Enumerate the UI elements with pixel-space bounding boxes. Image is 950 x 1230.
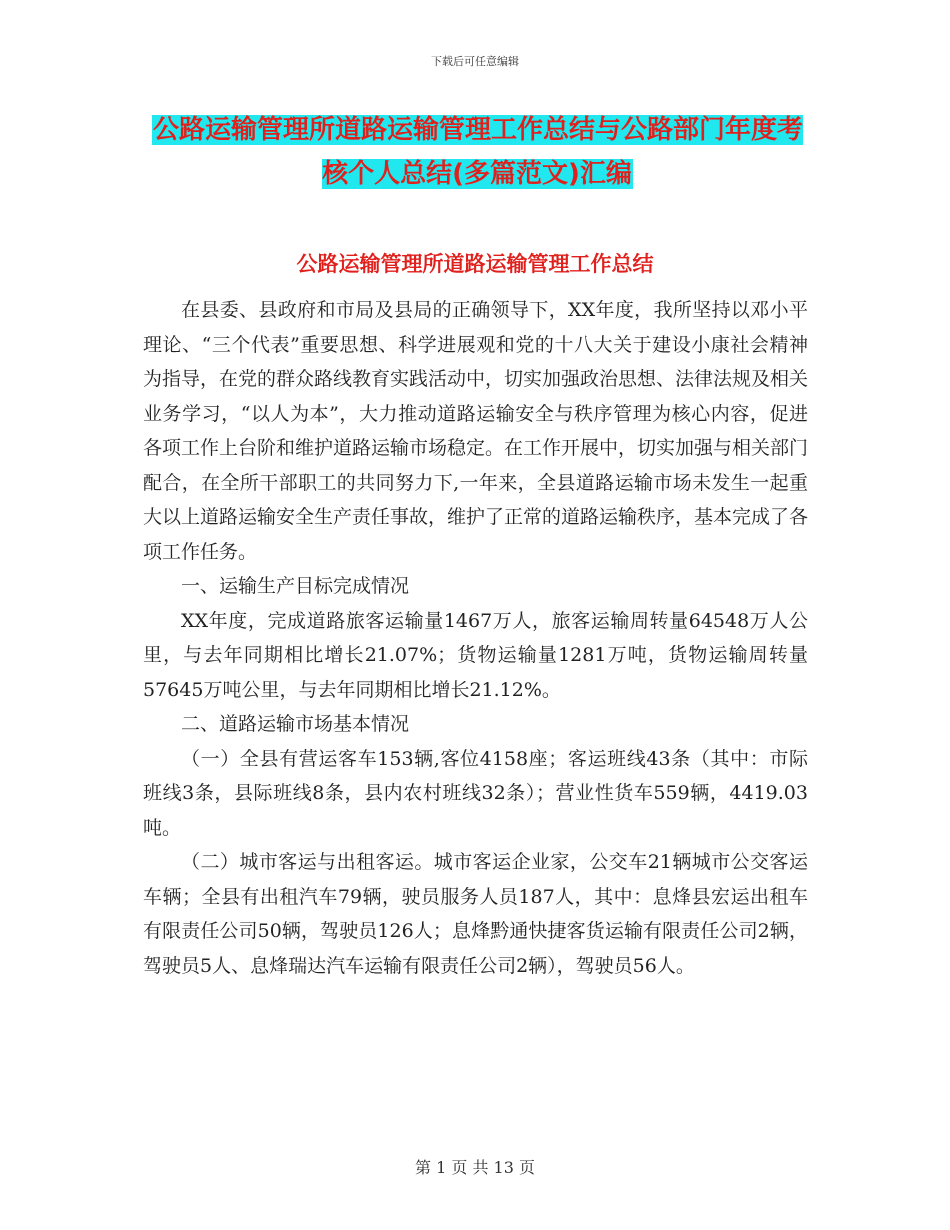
paragraph: 在县委、县政府和市局及县局的正确领导下，XX年度，我所坚持以邓小平理论、“三个代表”重要思想、科学进展观和党的十八大关于建设小康社会精神为指导，在党的群众路线教育实践活动中，切实加强政治思想、法律法规及相关业务学习，“以人为本”，大力推动道路运输安全与秩序管理为核心内容，促进各项工作上台阶和维护道路运输市场稳定。在工作开展中，切实加强与相关部门配合，在全所干部职工的共同努力下,一年来，全县道路运输市场未发生一起重大以上道路运输安全生产责任事故，维护了正常的道路运输秩序，基本完成了各项工作任务。 xyxy=(143,299,809,563)
paragraph: （一）全县有营运客车153辆,客位4158座；客运班线43条（其中：市际班线3条，县际班线8条，县内农村班线32条）；营业性货车559辆，4419.03吨。 xyxy=(143,747,808,839)
document-body xyxy=(143,293,808,983)
section-heading: 二、道路运输市场基本情况 xyxy=(181,713,410,735)
paragraph: （二）城市客运与出租客运。城市客运企业家，公交车21辆城市公交客运车辆；全县有出租汽车79辆，驶员服务人员187人，其中：息烽县宏运出租车有限责任公司50辆，驾驶员126人；息烽黔通快捷客货运输有限责任公司2辆，驾驶员5人、息烽瑞达汽车运输有限责任公司2辆），驾驶员56人。 xyxy=(143,851,808,977)
document-title-text: 公路运输管理所道路运输管理工作总结与公路部门年度考核个人总结(多篇范文)汇编 xyxy=(152,115,803,189)
paragraph: XX年度，完成道路旅客运输量1467万人，旅客运输周转量64548万人公里，与去年同期相比增长21.07%；货物运输量1281万吨，货物运输周转量57645万吨公里，与去年同期相比增长21.12%。 xyxy=(143,609,808,701)
page-header: 下载后可任意编辑 xyxy=(431,55,519,68)
page-number: 第 1 页 共 13 页 xyxy=(415,1158,535,1177)
section-heading: 一、运输生产目标完成情况 xyxy=(181,575,410,597)
document-title xyxy=(145,108,810,196)
section-title: 公路运输管理所道路运输管理工作总结 xyxy=(296,252,654,276)
